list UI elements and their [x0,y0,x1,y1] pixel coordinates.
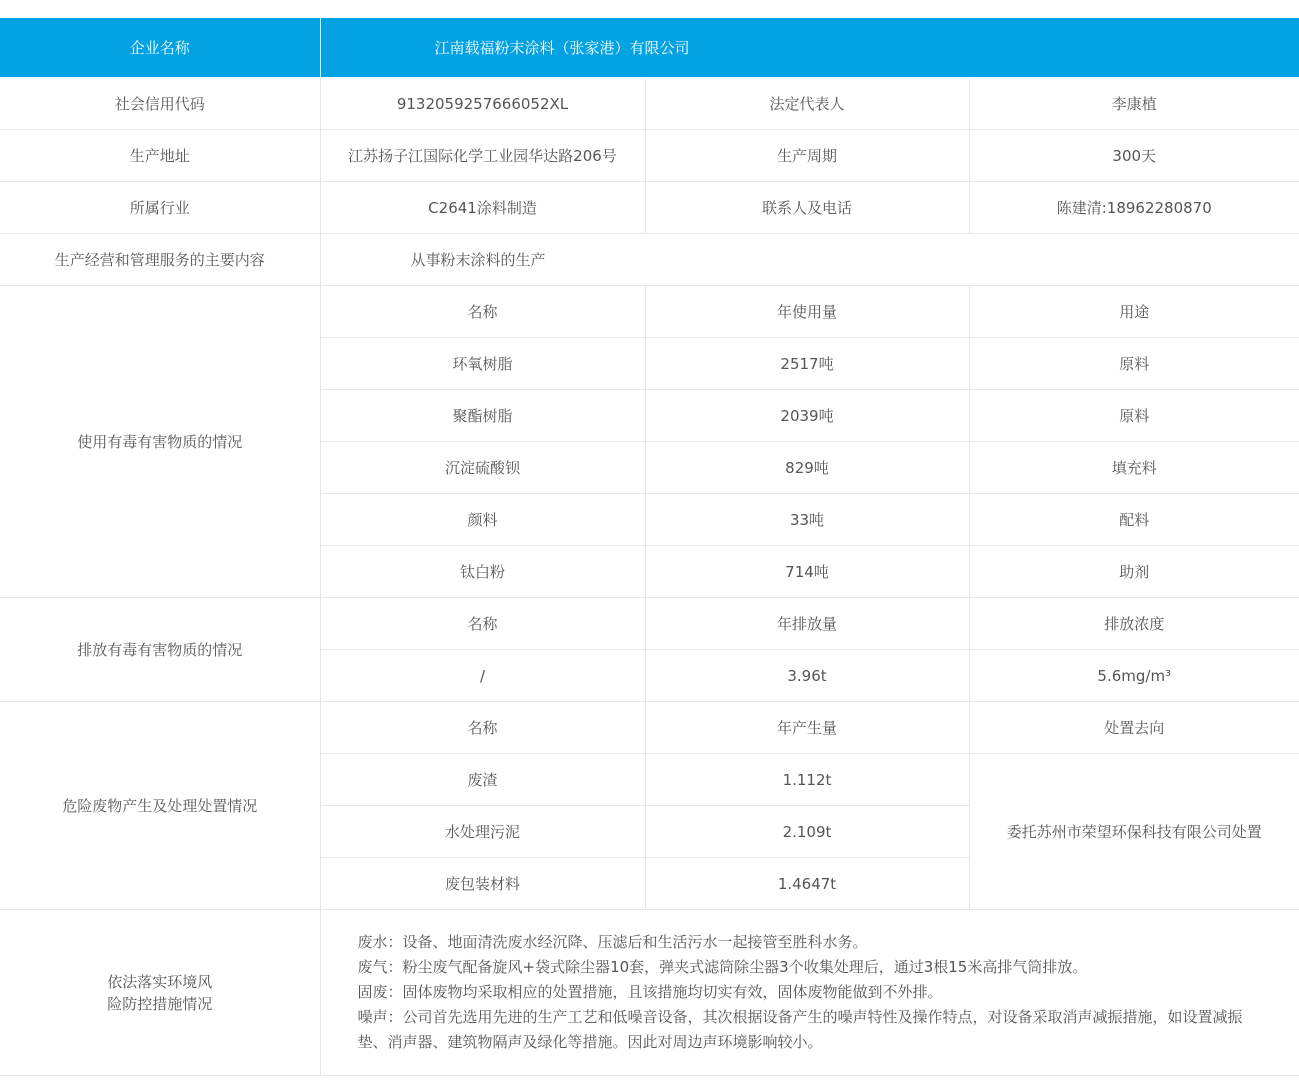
column-header: 年排放量 [645,598,969,650]
hazardous-waste-label: 危险废物产生及处理处置情况 [0,702,320,910]
waste-name: 废包装材料 [320,858,645,910]
credit-code-value: 9132059257666052XL [320,78,645,130]
main-business-row [0,234,1299,286]
substance-name: 钛白粉 [320,546,645,598]
waste-amount: 2.109t [645,806,969,858]
column-header: 年产生量 [645,702,969,754]
column-header: 处置去向 [969,702,1299,754]
waste-name: 水处理污泥 [320,806,645,858]
legal-rep-value: 李康植 [969,78,1299,130]
table-row [0,702,1299,754]
substance-name: 颜料 [320,494,645,546]
wastewater-measure: 废水：设备、地面清洗废水经沉降、压滤后和生活污水一起接管至胜科水务。 [357,933,868,951]
industry-label: 所属行业 [0,182,320,234]
info-row [0,130,1299,182]
address-label: 生产地址 [0,130,320,182]
cycle-value: 300天 [969,130,1299,182]
table-row [0,286,1299,338]
waste-amount: 1.4647t [645,858,969,910]
substance-name: 沉淀硫酸钡 [320,442,645,494]
column-header: 排放浓度 [969,598,1299,650]
column-header: 名称 [320,598,645,650]
company-header-row [0,18,1299,78]
substance-use: 原料 [969,338,1299,390]
emission-name: / [320,650,645,702]
legal-rep-label: 法定代表人 [645,78,969,130]
contact-value: 陈建清:18962280870 [969,182,1299,234]
company-name-label: 企业名称 [0,18,320,78]
column-header: 年使用量 [645,286,969,338]
waste-disposal: 委托苏州市荣望环保科技有限公司处置 [969,754,1299,910]
substance-amount: 2517吨 [645,338,969,390]
info-row [0,182,1299,234]
toxic-emission-label: 排放有毒有害物质的情况 [0,598,320,702]
enterprise-info-table [0,18,1299,1076]
substance-use: 配料 [969,494,1299,546]
table-row [0,598,1299,650]
address-value: 江苏扬子江国际化学工业园华达路206号 [320,130,645,182]
waste-name: 废渣 [320,754,645,806]
exhaust-measure: 废气：粉尘废气配备旋风+袋式除尘器10套，弹夹式滤筒除尘器3个收集处理后，通过3根15米高排气筒排放。 [357,958,1088,976]
risk-measures-label-line: 依法落实环境风 [107,972,213,991]
column-header: 用途 [969,286,1299,338]
info-row [0,78,1299,130]
risk-measures-row [0,910,1299,1076]
contact-label: 联系人及电话 [645,182,969,234]
noise-measure: 噪声：公司首先选用先进的生产工艺和低噪音设备，其次根据设备产生的噪声特性及操作特点，对设备采取消声减振措施，如设置减振垫、消声器、建筑物隔声及绿化等措施。因此对周边声环境影响较小。 [357,1008,1243,1051]
risk-measures-label-line: 险防控措施情况 [107,994,213,1013]
substance-amount: 33吨 [645,494,969,546]
waste-amount: 1.112t [645,754,969,806]
risk-measures-content [320,910,1299,1076]
column-header: 名称 [320,702,645,754]
main-business-label: 生产经营和管理服务的主要内容 [0,234,320,286]
substance-amount: 714吨 [645,546,969,598]
emission-concentration: 5.6mg/m³ [969,650,1299,702]
solid-waste-measure: 固废：固体废物均采取相应的处置措施，且该措施均切实有效，固体废物能做到不外排。 [357,983,943,1001]
credit-code-label: 社会信用代码 [0,78,320,130]
column-header: 名称 [320,286,645,338]
company-name-value: 江南载福粉末涂料（张家港）有限公司 [320,18,1299,78]
substance-name: 聚酯树脂 [320,390,645,442]
substance-amount: 2039吨 [645,390,969,442]
emission-amount: 3.96t [645,650,969,702]
cycle-label: 生产周期 [645,130,969,182]
risk-measures-label [0,910,320,1076]
substance-amount: 829吨 [645,442,969,494]
substance-use: 助剂 [969,546,1299,598]
industry-value: C2641涂料制造 [320,182,645,234]
main-business-value: 从事粉末涂料的生产 [320,234,1299,286]
substance-name: 环氧树脂 [320,338,645,390]
substance-use: 原料 [969,390,1299,442]
substance-use: 填充料 [969,442,1299,494]
toxic-use-label: 使用有毒有害物质的情况 [0,286,320,598]
